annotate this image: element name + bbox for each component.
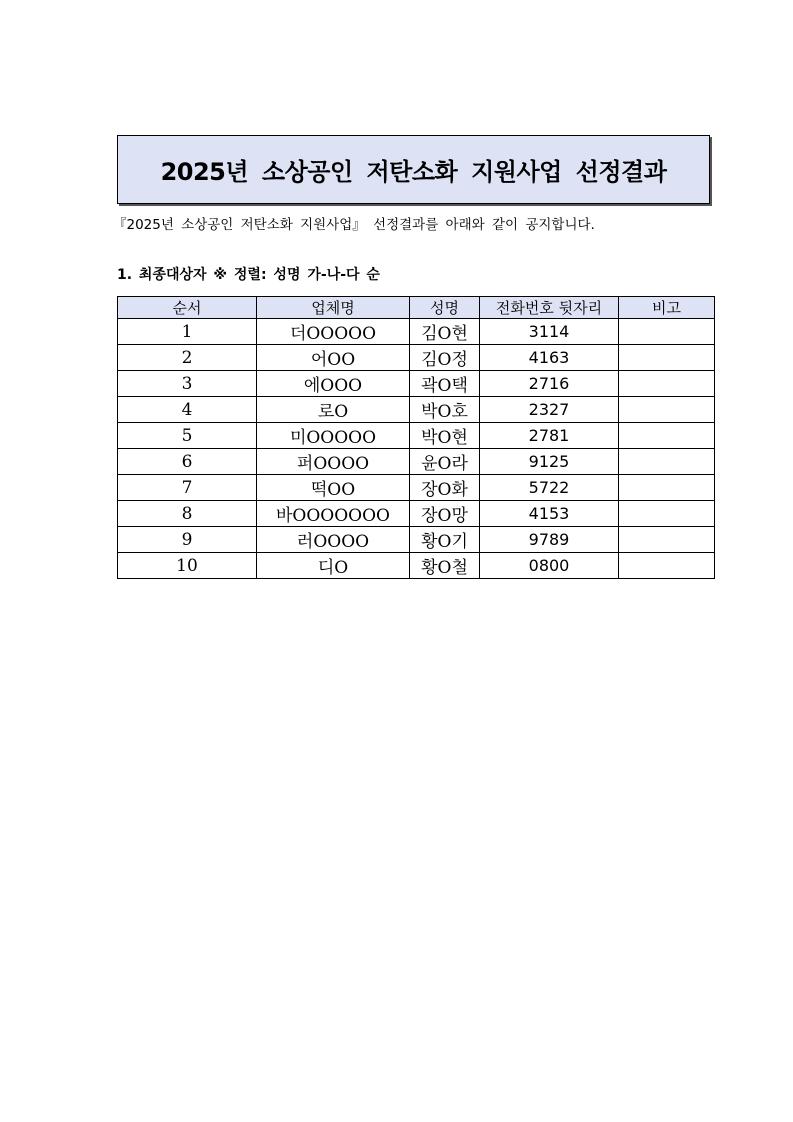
table-row	[118, 475, 715, 501]
table-header-row	[118, 297, 715, 319]
cell-phone: 5722	[480, 475, 619, 501]
cell-order: 2	[118, 345, 257, 371]
cell-company: 디O	[257, 553, 410, 579]
cell-phone: 2781	[480, 423, 619, 449]
header-company: 업체명	[257, 297, 410, 319]
cell-name: 윤O라	[410, 449, 480, 475]
table-row	[118, 397, 715, 423]
cell-company: 러OOOO	[257, 527, 410, 553]
title-box	[117, 135, 710, 204]
cell-note	[619, 449, 715, 475]
cell-company: 로O	[257, 397, 410, 423]
cell-company: 더OOOOO	[257, 319, 410, 345]
cell-name: 황O기	[410, 527, 480, 553]
cell-note	[619, 501, 715, 527]
cell-company: 떡OO	[257, 475, 410, 501]
table-row	[118, 449, 715, 475]
header-phone: 전화번호 뒷자리	[480, 297, 619, 319]
cell-order: 6	[118, 449, 257, 475]
cell-phone: 0800	[480, 553, 619, 579]
cell-company: 퍼OOOO	[257, 449, 410, 475]
cell-note	[619, 527, 715, 553]
cell-company: 바OOOOOOO	[257, 501, 410, 527]
cell-phone: 2716	[480, 371, 619, 397]
cell-order: 7	[118, 475, 257, 501]
cell-phone: 9125	[480, 449, 619, 475]
cell-order: 1	[118, 319, 257, 345]
table-row	[118, 501, 715, 527]
cell-name: 김O정	[410, 345, 480, 371]
header-name: 성명	[410, 297, 480, 319]
cell-company: 에OOO	[257, 371, 410, 397]
cell-phone: 4163	[480, 345, 619, 371]
cell-name: 곽O택	[410, 371, 480, 397]
cell-name: 장O망	[410, 501, 480, 527]
cell-phone: 3114	[480, 319, 619, 345]
cell-order: 10	[118, 553, 257, 579]
header-order: 순서	[118, 297, 257, 319]
cell-note	[619, 371, 715, 397]
cell-order: 3	[118, 371, 257, 397]
table-row	[118, 423, 715, 449]
cell-order: 9	[118, 527, 257, 553]
cell-note	[619, 345, 715, 371]
cell-phone: 4153	[480, 501, 619, 527]
cell-company: 미OOOOO	[257, 423, 410, 449]
cell-order: 8	[118, 501, 257, 527]
section-heading: 1. 최종대상자 ※ 정렬: 성명 가-나-다 순	[117, 267, 380, 283]
cell-name: 황O철	[410, 553, 480, 579]
page-title: 2025년 소상공인 저탄소화 지원사업 선정결과	[160, 158, 667, 186]
cell-note	[619, 475, 715, 501]
header-note: 비고	[619, 297, 715, 319]
cell-phone: 2327	[480, 397, 619, 423]
table-row	[118, 345, 715, 371]
table-row	[118, 319, 715, 345]
cell-name: 박O현	[410, 423, 480, 449]
table-row	[118, 371, 715, 397]
cell-note	[619, 397, 715, 423]
cell-phone: 9789	[480, 527, 619, 553]
notice-text: 『2025년 소상공인 저탄소화 지원사업』 선정결과를 아래와 같이 공지합니다.	[113, 217, 595, 233]
selection-result-table	[117, 296, 715, 579]
table-row	[118, 553, 715, 579]
cell-note	[619, 553, 715, 579]
cell-order: 4	[118, 397, 257, 423]
table-row	[118, 527, 715, 553]
cell-name: 김O현	[410, 319, 480, 345]
cell-company: 어OO	[257, 345, 410, 371]
cell-note	[619, 319, 715, 345]
cell-name: 박O호	[410, 397, 480, 423]
cell-name: 장O화	[410, 475, 480, 501]
cell-order: 5	[118, 423, 257, 449]
cell-note	[619, 423, 715, 449]
